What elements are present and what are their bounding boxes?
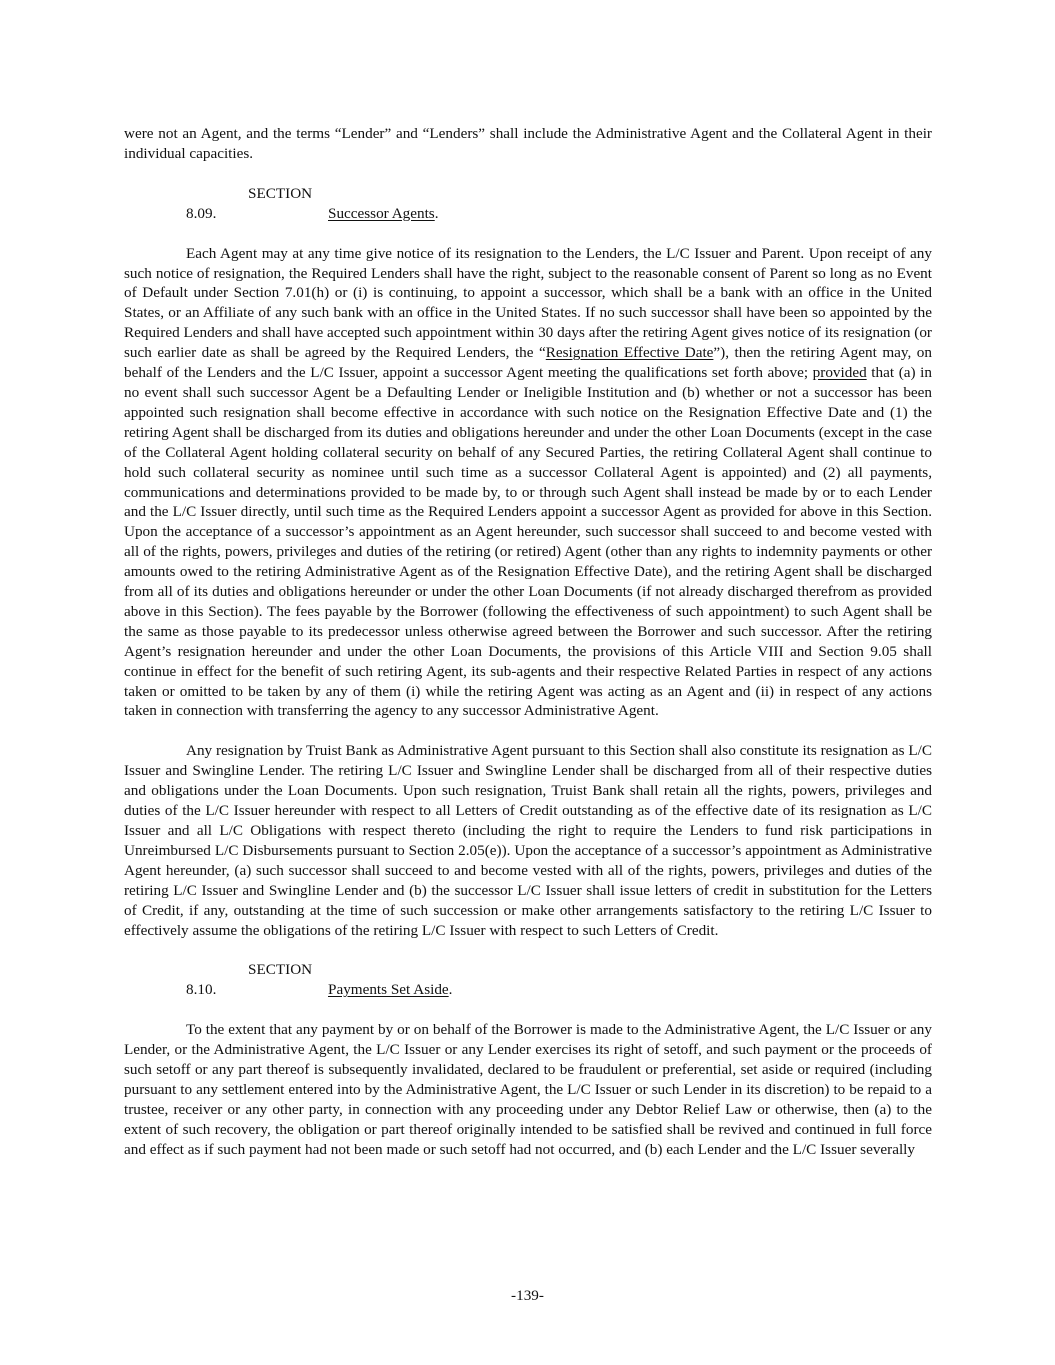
heading-period: .	[448, 981, 453, 999]
provided-term: provided	[812, 364, 867, 382]
section-8-10-paragraph-1: To the extent that any payment by or on behalf of the Borrower is made to the Administrative Agent, the L/C Issuer or any Lender, or the Administrative Agent, the L/C Issuer or any Lender exercises its right of setoff, and such payment or the proceeds of such setoff or any part thereof is subsequently invalidated, declared to be fraudulent or preferential, set aside or required (including pursuant to any settlement entered into by the Administrative Agent, the L/C Issuer or such Lender in its discretion) to be repaid to a trustee, receiver or any other party, in connection with any proceeding under any Debtor Relief Law or otherwise, then (a) to the extent of such recovery, the obligation or part thereof originally intended to be satisfied shall be revived and continued in full force and effect as if such payment had not been made or such setoff had not occurred, and (b) each Lender and the L/C Issuer severally	[124, 1021, 932, 1158]
paragraph-text: Each Agent may at any time give notice of its resignation to the Lenders, the L/C Issuer and Parent. Upon receipt of any such notice of resignation, the Required Lenders shall have the right, subject to the reasonable consent of Parent so long as no Event of Default under Section 7.01(h) or (i) is continuing, to appoint a successor, which shall be a bank with an office in the United States, or an Affiliate of any such bank with an office in the United States. If no such successor shall have been so appointed by the Required Lenders and shall have accepted such appointment within 30 days after the retiring Agent gives notice of its resignation (or such earlier date as shall be agreed by the Required Lenders, the “	[124, 244, 932, 362]
section-8-10-heading	[124, 960, 932, 1000]
section-title: Successor Agents	[328, 204, 435, 222]
document-page	[124, 124, 932, 1160]
continuation-paragraph: were not an Agent, and the terms “Lender” and “Lenders” shall include the Administrative Agent and the Collateral Agent in their individual capacities.	[124, 125, 932, 162]
section-number: SECTION 8.10.	[186, 961, 313, 999]
section-number: SECTION 8.09.	[186, 184, 313, 222]
heading-period: .	[434, 204, 439, 222]
section-title: Payments Set Aside	[328, 981, 449, 999]
paragraph-text: that (a) in no event shall such successor Agent be a Defaulting Lender or Ineligible Institution and (b) whether or not a successor has been appointed such resignation shall become effective in accordance with such notice on the Resignation Effective Date and (1) the retiring Agent shall be discharged from its duties and obligations hereunder and under the other Loan Documents (except in the case of the Collateral Agent holding collateral security on behalf of any Secured Parties, the retiring Collateral Agent shall continue to hold such collateral security as nominee until such time as a successor Collateral Agent is appointed) and (2) all payments, communications and determinations provided to be made by, to or through such Agent shall instead be made by or to each Lender and the L/C Issuer directly, until such time as the Required Lenders appoint a successor Agent as provided for above in this Section. Upon the acceptance of a successor’s appointment as an Agent hereunder, such successor shall succeed to and become vested with all of the rights, powers, privileges and duties of the retiring (or retired) Agent (other than any rights to indemnity payments or other amounts owed to the retiring Administrative Agent as of the Resignation Effective Date), and the retiring Agent shall be discharged from all of its duties and obligations hereunder or under the other Loan Documents (if not already discharged therefrom as provided above in this Section). The fees payable by the Borrower (following the effectiveness of such appointment) to such Agent shall be the same as those payable to its predecessor unless otherwise agreed between the Borrower and such successor. After the retiring Agent’s resignation hereunder and under the other Loan Documents, the provisions of this Article VIII and Section 9.05 shall continue in effect for the benefit of such retiring Agent, its sub-agents and their respective Related Parties in respect of any actions taken or omitted to be taken by any of them (i) while the retiring Agent was acting as an Agent and (ii) in respect of any actions taken in connection with transferring the agency to any successor Administrative Agent.	[124, 364, 932, 720]
section-8-09-paragraph-2: Any resignation by Truist Bank as Administrative Agent pursuant to this Section shall also constitute its resignation as L/C Issuer and Swingline Lender. The retiring L/C Issuer and Swingline Lender shall be discharged from all of their respective duties and obligations under the Loan Documents. Upon such resignation, Truist Bank shall retain all the rights, powers, privileges and duties of the L/C Issuer hereunder with respect to all Letters of Credit outstanding as of the effective date of its resignation as L/C Issuer and all L/C Obligations with respect thereto (including the right to require the Lenders to fund risk participations in Unreimbursed L/C Disbursements pursuant to Section 2.05(e)). Upon the acceptance of a successor’s appointment as Administrative Agent hereunder, (a) such successor shall succeed to and become vested with all of the rights, powers, privileges and duties of the retiring L/C Issuer and Swingline Lender and (b) the successor L/C Issuer shall issue letters of credit in substitution for the Letters of Credit, if any, outstanding at the time of such succession or make other arrangements satisfactory to the retiring L/C Issuer to effectively assume the obligations of the retiring L/C Issuer with respect to such Letters of Credit.	[124, 742, 932, 939]
section-8-09-paragraph-1	[124, 244, 932, 722]
paragraph-text: ”), then the retiring Agent may, on behalf of the Lenders and the L/C Issuer, appoint a successor Agent meeting the qualifications set forth above;	[124, 344, 932, 382]
defined-term: Resignation Effective Date	[545, 344, 714, 362]
page-number: -139-	[511, 1287, 544, 1304]
section-8-09-heading	[124, 184, 932, 224]
